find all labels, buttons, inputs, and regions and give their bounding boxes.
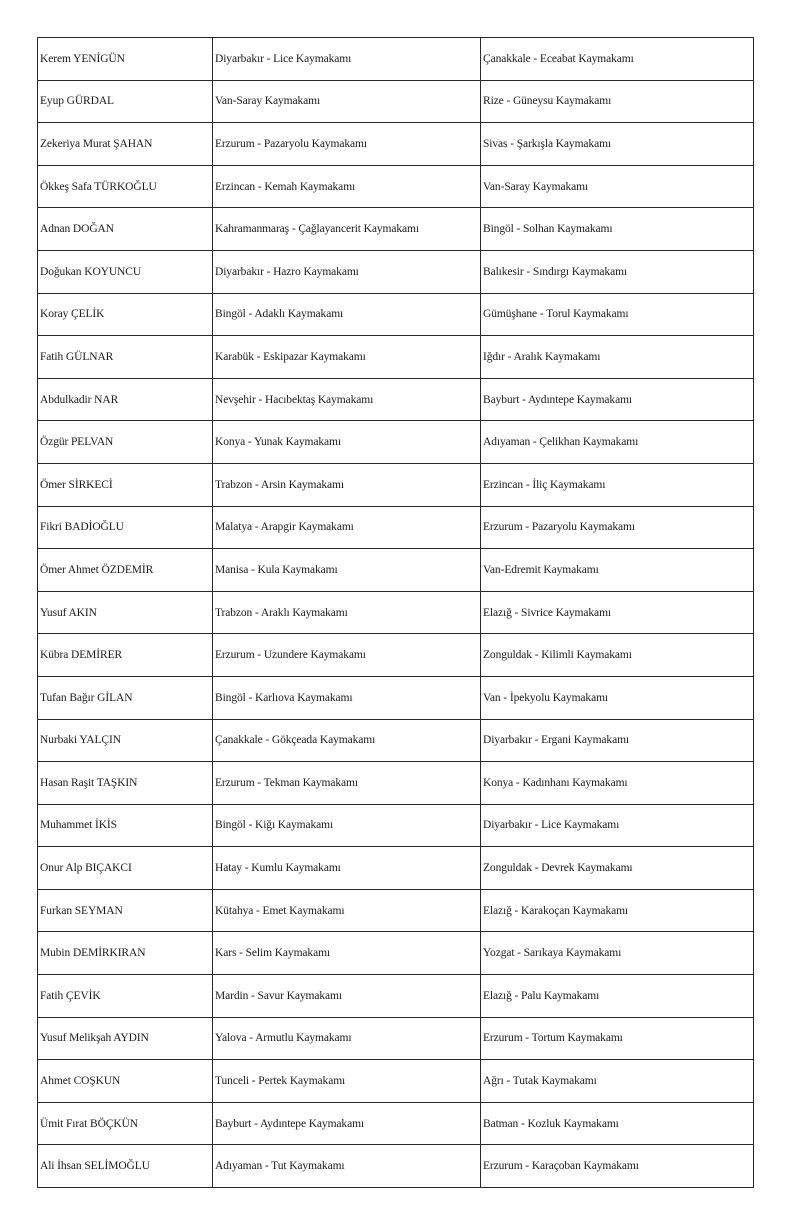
new-post-cell: Erzincan - İliç Kaymakamı <box>481 463 754 506</box>
person-name-cell: Yusuf AKIN <box>38 591 213 634</box>
current-post-cell: Manisa - Kula Kaymakamı <box>213 549 481 592</box>
new-post-cell: Batman - Kozluk Kaymakamı <box>481 1102 754 1145</box>
table-row <box>38 676 754 719</box>
table-row <box>38 591 754 634</box>
current-post-cell: Erzurum - Pazaryolu Kaymakamı <box>213 123 481 166</box>
table-row <box>38 762 754 805</box>
new-post-cell: Van-Edremit Kaymakamı <box>481 549 754 592</box>
new-post-cell: Rize - Güneysu Kaymakamı <box>481 80 754 123</box>
person-name-cell: Zekeriya Murat ŞAHAN <box>38 123 213 166</box>
current-post-cell: Malatya - Arapgir Kaymakamı <box>213 506 481 549</box>
current-post-cell: Hatay - Kumlu Kaymakamı <box>213 847 481 890</box>
table-row <box>38 847 754 890</box>
new-post-cell: Sivas - Şarkışla Kaymakamı <box>481 123 754 166</box>
current-post-cell: Diyarbakır - Lice Kaymakamı <box>213 38 481 81</box>
current-post-cell: Trabzon - Arsin Kaymakamı <box>213 463 481 506</box>
current-post-cell: Adıyaman - Tut Kaymakamı <box>213 1145 481 1188</box>
new-post-cell: Bayburt - Aydıntepe Kaymakamı <box>481 378 754 421</box>
table-row <box>38 975 754 1018</box>
current-post-cell: Karabük - Eskipazar Kaymakamı <box>213 336 481 379</box>
person-name-cell: Ahmet COŞKUN <box>38 1060 213 1103</box>
table-row <box>38 165 754 208</box>
table-row <box>38 804 754 847</box>
new-post-cell: Konya - Kadınhanı Kaymakamı <box>481 762 754 805</box>
appointments-table <box>37 37 754 1188</box>
new-post-cell: Zonguldak - Kilimli Kaymakamı <box>481 634 754 677</box>
current-post-cell: Bingöl - Karlıova Kaymakamı <box>213 676 481 719</box>
table-row <box>38 1060 754 1103</box>
current-post-cell: Erzurum - Tekman Kaymakamı <box>213 762 481 805</box>
table-row <box>38 208 754 251</box>
table-row <box>38 378 754 421</box>
table-row <box>38 463 754 506</box>
person-name-cell: Ümit Fırat BÖÇKÜN <box>38 1102 213 1145</box>
table-row <box>38 293 754 336</box>
current-post-cell: Kars - Selim Kaymakamı <box>213 932 481 975</box>
new-post-cell: Elazığ - Karakoçan Kaymakamı <box>481 889 754 932</box>
table-row <box>38 1102 754 1145</box>
person-name-cell: Muhammet İKİS <box>38 804 213 847</box>
person-name-cell: Fatih ÇEVİK <box>38 975 213 1018</box>
current-post-cell: Kütahya - Emet Kaymakamı <box>213 889 481 932</box>
table-row <box>38 506 754 549</box>
person-name-cell: Koray ÇELİK <box>38 293 213 336</box>
current-post-cell: Diyarbakır - Hazro Kaymakamı <box>213 250 481 293</box>
person-name-cell: Ali İhsan SELİMOĞLU <box>38 1145 213 1188</box>
current-post-cell: Bayburt - Aydıntepe Kaymakamı <box>213 1102 481 1145</box>
person-name-cell: Ökkeş Safa TÜRKOĞLU <box>38 165 213 208</box>
document-page <box>37 37 753 1188</box>
new-post-cell: Van - İpekyolu Kaymakamı <box>481 676 754 719</box>
new-post-cell: Elazığ - Palu Kaymakamı <box>481 975 754 1018</box>
person-name-cell: Ömer SİRKECİ <box>38 463 213 506</box>
person-name-cell: Doğukan KOYUNCU <box>38 250 213 293</box>
new-post-cell: Van-Saray Kaymakamı <box>481 165 754 208</box>
current-post-cell: Erzurum - Uzundere Kaymakamı <box>213 634 481 677</box>
person-name-cell: Onur Alp BIÇAKCI <box>38 847 213 890</box>
new-post-cell: Erzurum - Pazaryolu Kaymakamı <box>481 506 754 549</box>
table-row <box>38 932 754 975</box>
person-name-cell: Adnan DOĞAN <box>38 208 213 251</box>
new-post-cell: Bingöl - Solhan Kaymakamı <box>481 208 754 251</box>
table-row <box>38 250 754 293</box>
table-row <box>38 123 754 166</box>
person-name-cell: Fatih GÜLNAR <box>38 336 213 379</box>
current-post-cell: Mardin - Savur Kaymakamı <box>213 975 481 1018</box>
current-post-cell: Nevşehir - Hacıbektaş Kaymakamı <box>213 378 481 421</box>
person-name-cell: Kübra DEMİRER <box>38 634 213 677</box>
person-name-cell: Hasan Raşit TAŞKIN <box>38 762 213 805</box>
table-row <box>38 719 754 762</box>
person-name-cell: Nurbaki YALÇIN <box>38 719 213 762</box>
person-name-cell: Furkan SEYMAN <box>38 889 213 932</box>
current-post-cell: Van-Saray Kaymakamı <box>213 80 481 123</box>
person-name-cell: Ömer Ahmet ÖZDEMİR <box>38 549 213 592</box>
table-row <box>38 336 754 379</box>
new-post-cell: Erzurum - Tortum Kaymakamı <box>481 1017 754 1060</box>
table-row <box>38 80 754 123</box>
current-post-cell: Çanakkale - Gökçeada Kaymakamı <box>213 719 481 762</box>
person-name-cell: Fikri BADİOĞLU <box>38 506 213 549</box>
table-row <box>38 1017 754 1060</box>
person-name-cell: Kerem YENİGÜN <box>38 38 213 81</box>
current-post-cell: Erzincan - Kemah Kaymakamı <box>213 165 481 208</box>
new-post-cell: Iğdır - Aralık Kaymakamı <box>481 336 754 379</box>
person-name-cell: Tufan Bağır GİLAN <box>38 676 213 719</box>
new-post-cell: Zonguldak - Devrek Kaymakamı <box>481 847 754 890</box>
new-post-cell: Diyarbakır - Ergani Kaymakamı <box>481 719 754 762</box>
table-row <box>38 1145 754 1188</box>
new-post-cell: Çanakkale - Eceabat Kaymakamı <box>481 38 754 81</box>
current-post-cell: Trabzon - Araklı Kaymakamı <box>213 591 481 634</box>
table-row <box>38 549 754 592</box>
new-post-cell: Elazığ - Sivrice Kaymakamı <box>481 591 754 634</box>
person-name-cell: Eyup GÜRDAL <box>38 80 213 123</box>
current-post-cell: Kahramanmaraş - Çağlayancerit Kaymakamı <box>213 208 481 251</box>
new-post-cell: Balıkesir - Sındırgı Kaymakamı <box>481 250 754 293</box>
current-post-cell: Konya - Yunak Kaymakamı <box>213 421 481 464</box>
new-post-cell: Ağrı - Tutak Kaymakamı <box>481 1060 754 1103</box>
current-post-cell: Bingöl - Adaklı Kaymakamı <box>213 293 481 336</box>
appointments-table-body <box>38 38 754 1188</box>
new-post-cell: Erzurum - Karaçoban Kaymakamı <box>481 1145 754 1188</box>
person-name-cell: Mubin DEMİRKIRAN <box>38 932 213 975</box>
new-post-cell: Gümüşhane - Torul Kaymakamı <box>481 293 754 336</box>
current-post-cell: Bingöl - Kiğı Kaymakamı <box>213 804 481 847</box>
person-name-cell: Özgür PELVAN <box>38 421 213 464</box>
table-row <box>38 421 754 464</box>
current-post-cell: Yalova - Armutlu Kaymakamı <box>213 1017 481 1060</box>
table-row <box>38 38 754 81</box>
new-post-cell: Adıyaman - Çelikhan Kaymakamı <box>481 421 754 464</box>
table-row <box>38 634 754 677</box>
person-name-cell: Abdulkadir NAR <box>38 378 213 421</box>
person-name-cell: Yusuf Melikşah AYDIN <box>38 1017 213 1060</box>
table-row <box>38 889 754 932</box>
new-post-cell: Yozgat - Sarıkaya Kaymakamı <box>481 932 754 975</box>
new-post-cell: Diyarbakır - Lice Kaymakamı <box>481 804 754 847</box>
current-post-cell: Tunceli - Pertek Kaymakamı <box>213 1060 481 1103</box>
